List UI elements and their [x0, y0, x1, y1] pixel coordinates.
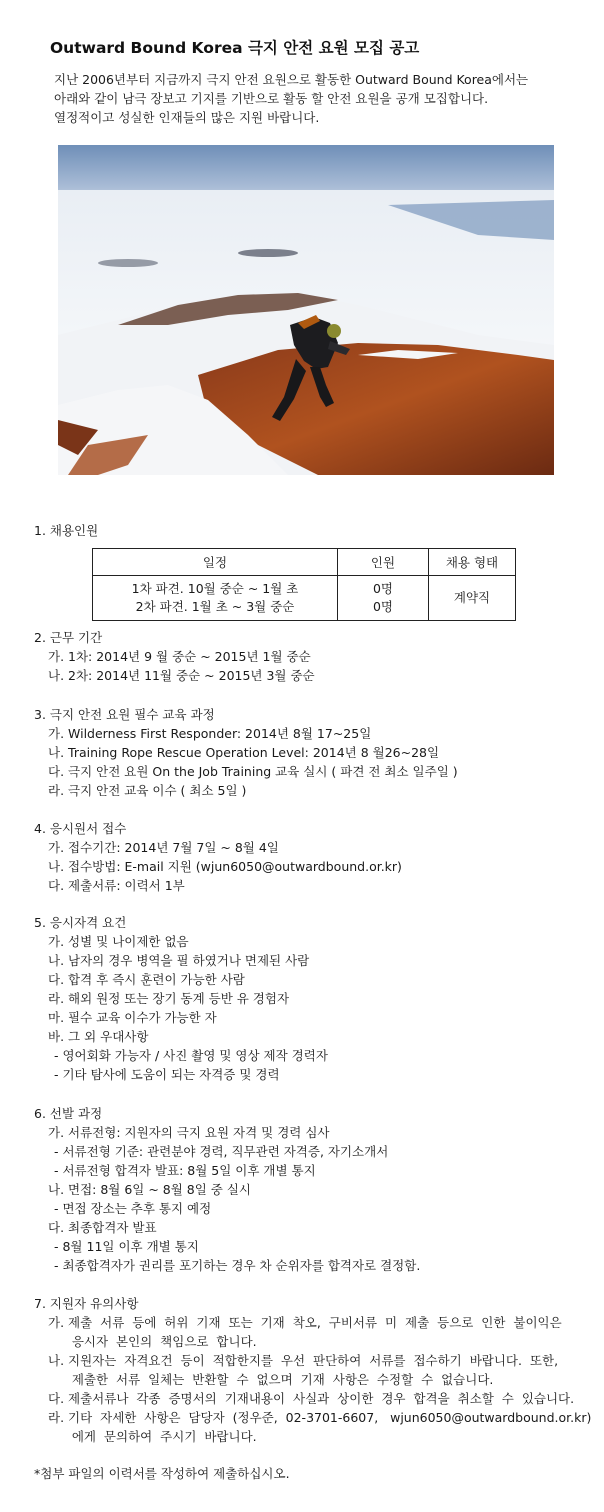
- table-header-row: [93, 549, 516, 576]
- section-application: [34, 819, 402, 895]
- hiring-table: [92, 548, 516, 621]
- page-title: Outward Bound Korea 극지 안전 요원 모집 공고: [50, 39, 420, 57]
- list-item: 가. 1차: 2014년 9 월 중순 ~ 2015년 1월 중순: [48, 649, 311, 664]
- sub-list-item: - 면접 장소는 추후 통지 예정: [54, 1201, 212, 1216]
- note-line: 다. 제출서류나 각종 증명서의 기재내용이 사실과 상이한 경우 합격을 취소할 수 있습니다.: [48, 1391, 575, 1406]
- section-heading: 5. 응시자격 요건: [34, 915, 127, 930]
- list-item: 가. 서류전형: 지원자의 극지 요원 자격 및 경력 심사: [48, 1125, 330, 1140]
- sub-list-item: - 기타 탐사에 도움이 되는 자격증 및 경력: [54, 1067, 280, 1082]
- count-line: 0명: [372, 599, 394, 614]
- note-line: 가. 제출 서류 등에 허위 기재 또는 기재 착오, 구비서류 미 제출 등으로 인한 불이익은: [48, 1315, 562, 1330]
- list-item: 다. 제출서류: 이력서 1부: [48, 878, 185, 893]
- section-qualifications: [34, 913, 328, 1084]
- note-line: 응시자 본인의 책임으로 합니다.: [48, 1334, 257, 1349]
- list-item: 나. 2차: 2014년 11월 중순 ~ 2015년 3월 중순: [48, 668, 315, 683]
- list-item: 나. Training Rope Rescue Operation Level: 2014년 8 월26~28일: [48, 745, 440, 760]
- table-cell-count: [338, 576, 429, 621]
- list-item: 나. 면접: 8월 6일 ~ 8월 8일 중 실시: [48, 1182, 252, 1197]
- section-work-period: [34, 628, 315, 685]
- intro-line: 열정적이고 성실한 인재들의 많은 지원 바랍니다.: [54, 110, 320, 125]
- list-item: 가. 성별 및 나이제한 없음: [48, 934, 189, 949]
- intro-line: 지난 2006년부터 지금까지 극지 안전 요원으로 활동한 Outward Bound Korea에서는: [54, 72, 529, 87]
- footer-note: *첨부 파일의 이력서를 작성하여 제출하십시오.: [34, 1466, 290, 1481]
- sub-list-item: - 서류전형 기준: 관련분야 경력, 직무관련 자격증, 자기소개서: [54, 1144, 389, 1159]
- list-item: 라. 극지 안전 교육 이수 ( 최소 5일 ): [48, 783, 247, 798]
- table-row: [93, 576, 516, 621]
- table-header-count: 인원: [338, 549, 429, 576]
- section-heading: 3. 극지 안전 요원 필수 교육 과정: [34, 707, 215, 722]
- count-line: 0명: [372, 581, 394, 596]
- section-heading: 4. 응시원서 접수: [34, 821, 127, 836]
- sub-list-item: - 8월 11일 이후 개별 통지: [54, 1239, 199, 1254]
- section-hiring-count: [34, 521, 98, 540]
- table-header-type: 채용 형태: [429, 549, 516, 576]
- antarctic-climber-photo: [58, 145, 554, 475]
- section-heading: 6. 선발 과정: [34, 1106, 103, 1121]
- section-heading: 7. 지원자 유의사항: [34, 1296, 139, 1311]
- note-line: 에게 문의하여 주시기 바랍니다.: [48, 1429, 257, 1444]
- intro-paragraph: [54, 70, 528, 127]
- list-item: 바. 그 외 우대사항: [48, 1029, 149, 1044]
- sub-list-item: - 서류전형 합격자 발표: 8월 5일 이후 개별 통지: [54, 1163, 316, 1178]
- section-heading: 2. 근무 기간: [34, 630, 103, 645]
- schedule-line: 2차 파견. 1월 초 ~ 3월 중순: [135, 599, 295, 614]
- schedule-line: 1차 파견. 10월 중순 ~ 1월 초: [131, 581, 299, 596]
- note-line: 라. 기타 자세한 사항은 담당자 (정우준, 02-3701-6607, wjun6050@outwardbound.or.kr): [48, 1410, 592, 1425]
- table-cell-type: 계약직: [429, 576, 516, 621]
- note-line: 나. 지원자는 자격요건 등이 적합한지를 우선 판단하여 서류를 접수하기 바랍니다. 또한,: [48, 1353, 559, 1368]
- section-applicant-notes: [34, 1294, 591, 1446]
- list-item: 나. 남자의 경우 병역을 필 하였거나 면제된 사람: [48, 953, 310, 968]
- list-item: 다. 최종합격자 발표: [48, 1220, 157, 1235]
- sub-list-item: - 최종합격자가 권리를 포기하는 경우 차 순위자를 합격자로 결정함.: [54, 1258, 421, 1273]
- table-header-schedule: 일정: [93, 549, 338, 576]
- list-item: 가. 접수기간: 2014년 7월 7일 ~ 8월 4일: [48, 840, 279, 855]
- intro-line: 아래와 같이 남극 장보고 기지를 기반으로 활동 할 안전 요원을 공개 모집합니다.: [54, 91, 489, 106]
- list-item: 마. 필수 교육 이수가 가능한 자: [48, 1010, 217, 1025]
- list-item: 가. Wilderness First Responder: 2014년 8월 17~25일: [48, 726, 372, 741]
- section-required-training: [34, 705, 458, 800]
- section-heading: 1. 채용인원: [34, 523, 99, 538]
- list-item: 다. 극지 안전 요원 On the Job Training 교육 실시 ( 파견 전 최소 일주일 ): [48, 764, 458, 779]
- list-item: 라. 해외 원정 또는 장기 동계 등반 유 경험자: [48, 991, 290, 1006]
- list-item: 나. 접수방법: E-mail 지원 (wjun6050@outwardbound.or.kr): [48, 859, 402, 874]
- list-item: 다. 합격 후 즉시 훈련이 가능한 사람: [48, 972, 245, 987]
- table-cell-schedule: [93, 576, 338, 621]
- note-line: 제출한 서류 일체는 반환할 수 없으며 기재 사항은 수정할 수 없습니다.: [48, 1372, 494, 1387]
- sub-list-item: - 영어회화 가능자 / 사진 촬영 및 영상 제작 경력자: [54, 1048, 328, 1063]
- section-selection: [34, 1104, 420, 1275]
